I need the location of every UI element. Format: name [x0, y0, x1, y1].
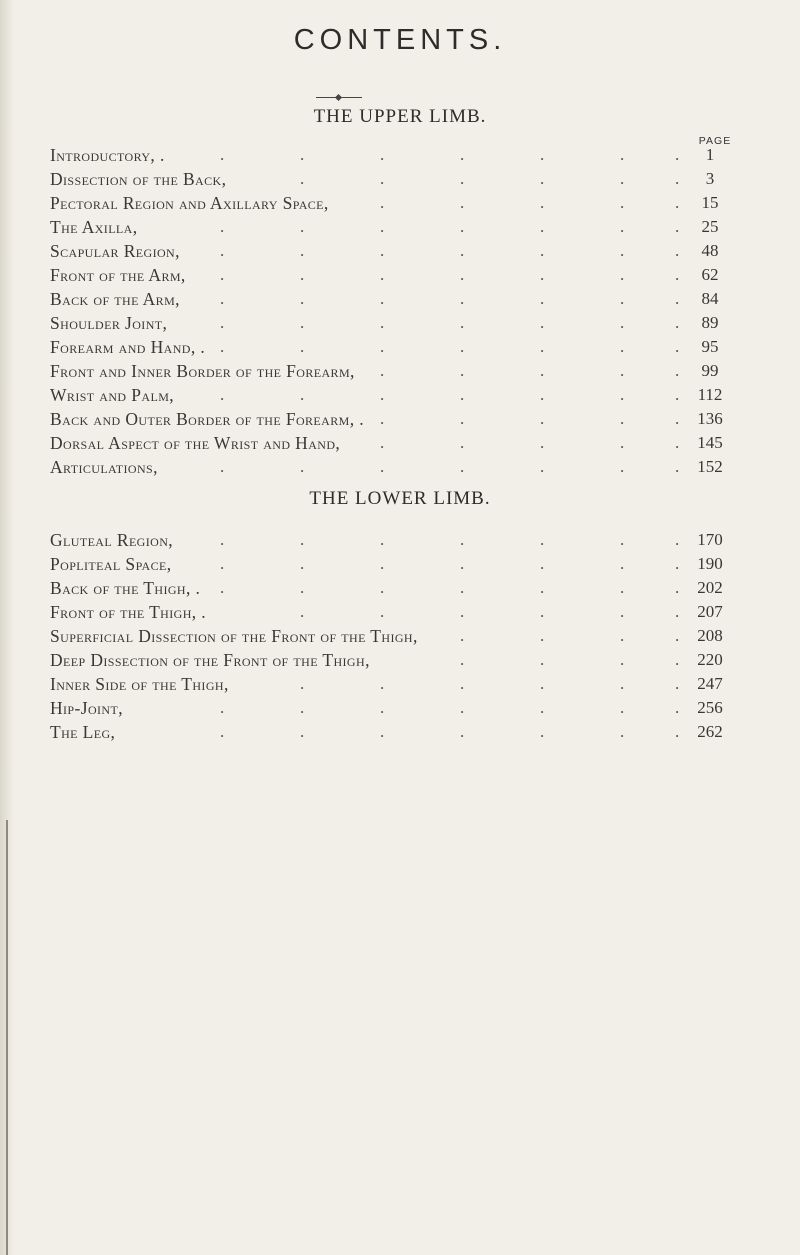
upper-limb-toc-entry: Dorsal Aspect of the Wrist and Hand, . . . . . 145	[50, 433, 750, 457]
page-number: 84	[701, 289, 719, 308]
page-number: 95	[701, 337, 719, 356]
lower-limb-heading: THE LOWER LIMB.	[309, 488, 491, 509]
lower-limb-list	[50, 530, 750, 746]
page-number: 190	[697, 554, 723, 573]
entry-title: Back and Outer Border of the Forearm, .	[50, 409, 365, 429]
entry-title: Front and Inner Border of the Forearm,	[50, 361, 355, 381]
entry-title: Popliteal Space,	[50, 554, 172, 574]
page-number: 25	[701, 217, 719, 236]
upper-limb-toc-entry: Articulations, . . . . . . . 152	[50, 457, 750, 481]
page-number: 48	[701, 241, 719, 260]
page-number: 152	[697, 457, 723, 476]
entry-title: The Leg,	[50, 722, 116, 742]
upper-limb-toc-entry: Introductory, . . . . . . . . 1	[50, 145, 750, 169]
lower-limb-toc-entry: Inner Side of the Thigh, . . . . . . 247	[50, 674, 750, 698]
page-number: 89	[701, 313, 719, 332]
entry-title: Forearm and Hand, .	[50, 337, 206, 357]
upper-limb-toc-entry: Wrist and Palm, . . . . . . . 112	[50, 385, 750, 409]
lower-limb-toc-entry: Deep Dissection of the Front of the Thigh, . . . . 220	[50, 650, 750, 674]
upper-limb-toc-entry: Back and Outer Border of the Forearm, . . . . . . 136	[50, 409, 750, 433]
entry-title: Front of the Arm,	[50, 265, 186, 285]
entry-title: Wrist and Palm,	[50, 385, 175, 405]
upper-limb-toc-entry: Front and Inner Border of the Forearm, . . . . . 99	[50, 361, 750, 385]
page-title: CONTENTS.	[293, 24, 507, 56]
page-column-label: PAGE	[698, 135, 732, 147]
page-number: 15	[701, 193, 719, 212]
page-number: 145	[697, 433, 723, 452]
upper-limb-heading: THE UPPER LIMB.	[313, 106, 487, 127]
upper-limb-toc-entry: The Axilla, . . . . . . . 25	[50, 217, 750, 241]
page-number: 207	[697, 602, 723, 621]
lower-limb-toc-entry: Back of the Thigh, . . . . . . . . 202	[50, 578, 750, 602]
entry-title: Gluteal Region,	[50, 530, 174, 550]
lower-limb-toc-entry: Gluteal Region, . . . . . . . 170	[50, 530, 750, 554]
entry-title: Shoulder Joint,	[50, 313, 168, 333]
lower-limb-toc-entry: Hip-Joint, . . . . . . . 256	[50, 698, 750, 722]
lower-limb-toc-entry: Front of the Thigh, . . . . . . . 207	[50, 602, 750, 626]
entry-title: Pectoral Region and Axillary Space,	[50, 193, 329, 213]
page-number: 3	[705, 169, 715, 188]
entry-title: Scapular Region,	[50, 241, 180, 261]
page-number: 170	[697, 530, 723, 549]
entry-title: Dorsal Aspect of the Wrist and Hand,	[50, 433, 341, 453]
page-number: 220	[697, 650, 723, 669]
page-number: 208	[697, 626, 723, 645]
page-number: 136	[697, 409, 723, 428]
page-number: 99	[701, 361, 719, 380]
page-number: 1	[705, 145, 715, 164]
entry-title: Front of the Thigh, .	[50, 602, 207, 622]
page-number: 262	[697, 722, 723, 741]
upper-limb-list	[50, 145, 750, 481]
upper-limb-toc-entry: Back of the Arm, . . . . . . . 84	[50, 289, 750, 313]
entry-title: Introductory, .	[50, 145, 165, 165]
page-number: 247	[697, 674, 723, 693]
upper-limb-toc-entry: Dissection of the Back, . . . . . . 3	[50, 169, 750, 193]
entry-title: Superficial Dissection of the Front of the Thigh,	[50, 626, 418, 646]
title-ornament	[316, 94, 362, 102]
upper-limb-toc-entry: Front of the Arm, . . . . . . . 62	[50, 265, 750, 289]
entry-title: Articulations,	[50, 457, 158, 477]
page-number: 202	[697, 578, 723, 597]
upper-limb-toc-entry: Shoulder Joint, . . . . . . . 89	[50, 313, 750, 337]
page-number: 62	[701, 265, 719, 284]
lower-limb-toc-entry: Superficial Dissection of the Front of the Thigh, . . . . 208	[50, 626, 750, 650]
upper-limb-toc-entry: Forearm and Hand, . . . . . . . . 95	[50, 337, 750, 361]
lower-limb-toc-entry: The Leg, . . . . . . . 262	[50, 722, 750, 746]
entry-title: Back of the Thigh, .	[50, 578, 201, 598]
lower-limb-toc-entry: Popliteal Space, . . . . . . . 190	[50, 554, 750, 578]
binding-edge-line	[6, 820, 8, 1255]
page-number: 256	[697, 698, 723, 717]
entry-title: Dissection of the Back,	[50, 169, 227, 189]
entry-title: The Axilla,	[50, 217, 138, 237]
page-number: 112	[697, 385, 723, 404]
upper-limb-toc-entry: Pectoral Region and Axillary Space, . . . . . 15	[50, 193, 750, 217]
entry-title: Back of the Arm,	[50, 289, 180, 309]
entry-title: Deep Dissection of the Front of the Thigh,	[50, 650, 370, 670]
entry-title: Inner Side of the Thigh,	[50, 674, 229, 694]
upper-limb-toc-entry: Scapular Region, . . . . . . . 48	[50, 241, 750, 265]
entry-title: Hip-Joint,	[50, 698, 123, 718]
